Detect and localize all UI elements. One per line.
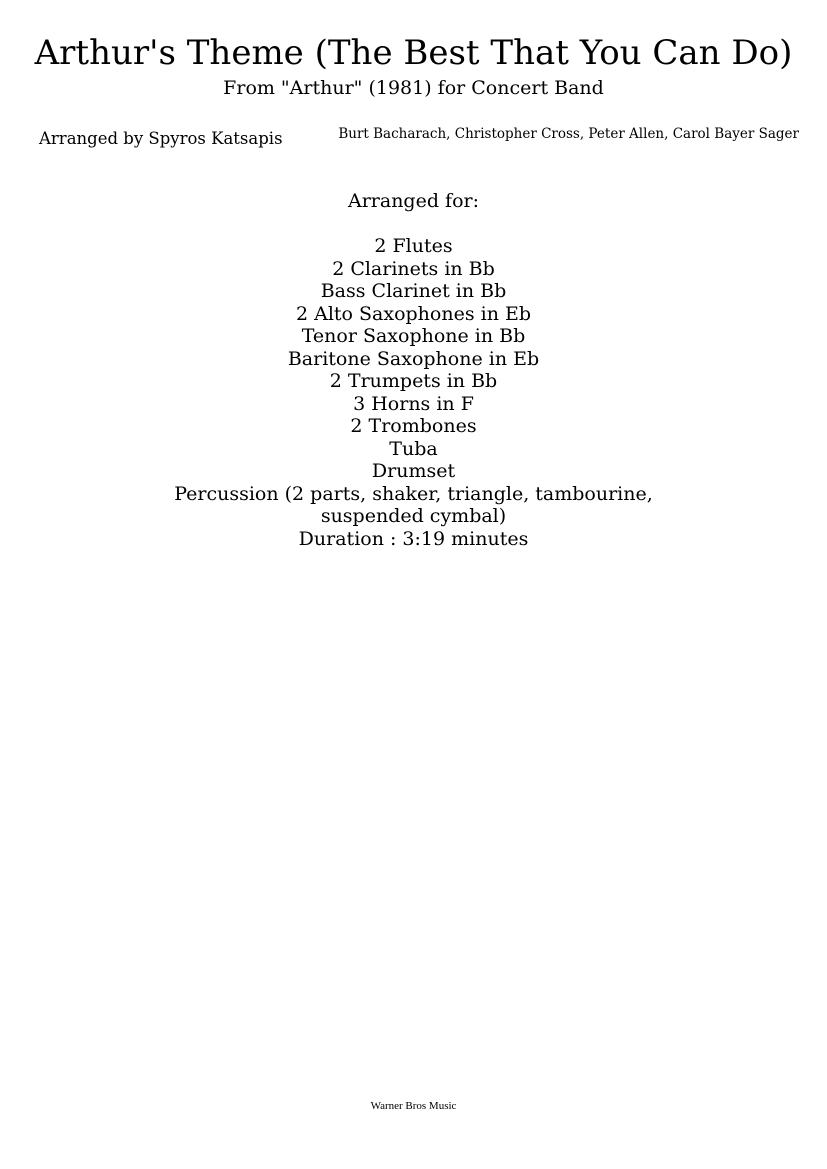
instrumentation-heading: Arranged for: xyxy=(347,190,479,212)
composer-credit: Burt Bacharach, Christopher Cross, Peter Allen, Carol Bayer Sager xyxy=(338,126,799,142)
instrument-item: 2 Trumpets in Bb xyxy=(329,370,498,392)
instrument-item: 2 Flutes xyxy=(374,235,453,257)
instrument-item: Tenor Saxophone in Bb xyxy=(301,325,526,347)
instrument-item: Percussion (2 parts, shaker, triangle, tambourine, suspended cymbal) xyxy=(174,482,653,527)
instrument-item: Drumset xyxy=(371,460,456,482)
instrument-item: 2 Alto Saxophones in Eb xyxy=(295,302,532,325)
instrument-item: 2 Clarinets in Bb xyxy=(332,257,495,280)
instrumentation-list xyxy=(0,190,827,550)
arranger-credit: Arranged by Spyros Katsapis xyxy=(39,129,283,148)
instrument-item: 3 Horns in F xyxy=(353,392,474,415)
page-title: Arthur's Theme (The Best That You Can Do) xyxy=(34,33,793,73)
duration-text: Duration : 3:19 minutes xyxy=(298,527,529,550)
page-subtitle: From "Arthur" (1981) for Concert Band xyxy=(223,77,604,99)
publisher-footer: Warner Bros Music xyxy=(370,1100,457,1112)
instrument-item: Bass Clarinet in Bb xyxy=(320,280,507,302)
instrument-item: Baritone Saxophone in Eb xyxy=(287,347,540,370)
instrument-item: 2 Trombones xyxy=(350,415,477,437)
instrument-item: Tuba xyxy=(389,437,438,460)
